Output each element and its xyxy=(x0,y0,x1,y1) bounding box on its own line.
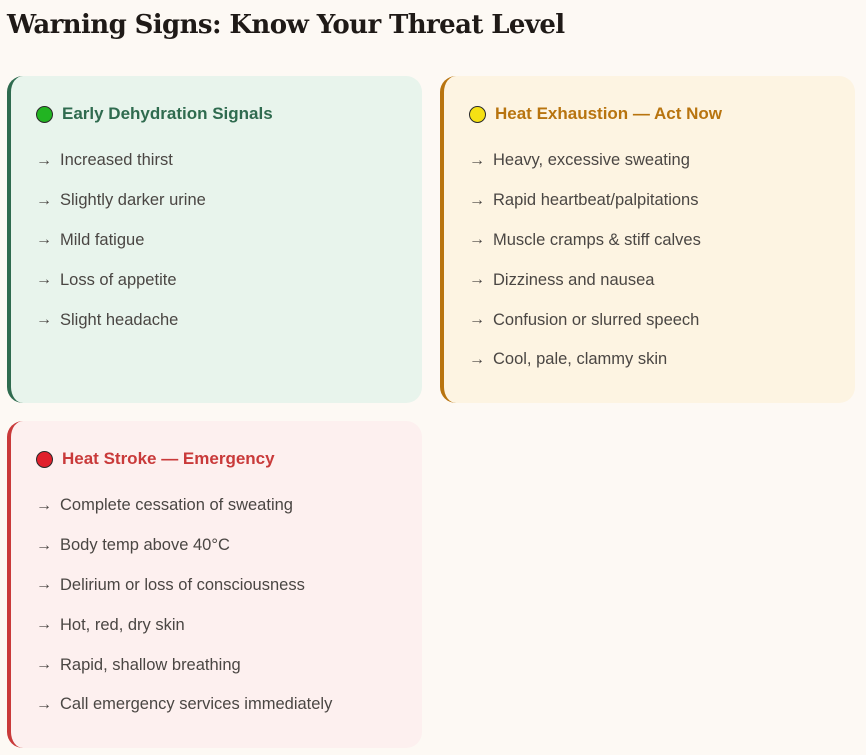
list-item xyxy=(469,340,855,380)
right-arrow-icon: → xyxy=(36,496,52,514)
right-arrow-icon: → xyxy=(36,191,52,209)
right-arrow-icon: → xyxy=(36,576,52,594)
card-title: Heat Exhaustion — Act Now xyxy=(495,104,723,123)
symptom-list xyxy=(469,141,855,380)
list-item xyxy=(36,526,422,566)
symptom-list xyxy=(36,141,422,340)
list-item xyxy=(469,300,855,340)
right-arrow-icon: → xyxy=(469,271,485,289)
list-item-text: Dizziness and nausea xyxy=(493,270,655,289)
right-arrow-icon: → xyxy=(469,231,485,249)
list-item xyxy=(36,486,422,526)
list-item-text: Delirium or loss of consciousness xyxy=(60,575,305,594)
red-circle-icon xyxy=(36,451,53,468)
list-item-text: Increased thirst xyxy=(60,151,173,170)
list-item-text: Body temp above 40°C xyxy=(60,536,230,555)
list-item xyxy=(469,221,855,261)
right-arrow-icon: → xyxy=(36,695,52,713)
list-item xyxy=(36,300,422,340)
right-arrow-icon: → xyxy=(36,536,52,554)
list-item xyxy=(469,260,855,300)
right-arrow-icon: → xyxy=(36,271,52,289)
list-item xyxy=(469,141,855,181)
list-item-text: Confusion or slurred speech xyxy=(493,310,700,329)
card-header xyxy=(36,103,422,125)
list-item xyxy=(36,685,422,725)
page-title: Warning Signs: Know Your Threat Level xyxy=(7,10,565,40)
list-item xyxy=(36,141,422,181)
green-circle-icon xyxy=(36,106,53,123)
list-item-text: Cool, pale, clammy skin xyxy=(493,350,668,369)
list-item-text: Call emergency services immediately xyxy=(60,695,333,714)
right-arrow-icon: → xyxy=(36,231,52,249)
list-item-text: Slight headache xyxy=(60,310,179,329)
list-item-text: Heavy, excessive sweating xyxy=(493,151,690,170)
card-header xyxy=(469,103,855,125)
right-arrow-icon: → xyxy=(36,311,52,329)
right-arrow-icon: → xyxy=(36,656,52,674)
card-title: Heat Stroke — Emergency xyxy=(62,449,275,468)
right-arrow-icon: → xyxy=(36,151,52,169)
list-item-text: Slightly darker urine xyxy=(60,191,206,210)
right-arrow-icon: → xyxy=(469,350,485,368)
list-item-text: Complete cessation of sweating xyxy=(60,496,293,515)
list-item-text: Rapid heartbeat/palpitations xyxy=(493,191,699,210)
right-arrow-icon: → xyxy=(469,151,485,169)
list-item xyxy=(36,181,422,221)
list-item xyxy=(469,181,855,221)
list-item-text: Rapid, shallow breathing xyxy=(60,655,241,674)
yellow-circle-icon xyxy=(469,106,486,123)
list-item xyxy=(36,566,422,606)
card-header xyxy=(36,448,422,470)
card-title: Early Dehydration Signals xyxy=(62,104,273,123)
heat-exhaustion-card xyxy=(440,76,855,403)
list-item-text: Muscle cramps & stiff calves xyxy=(493,230,701,249)
list-item xyxy=(36,260,422,300)
right-arrow-icon: → xyxy=(36,616,52,634)
heat-stroke-card xyxy=(7,421,422,748)
list-item-text: Loss of appetite xyxy=(60,270,177,289)
symptom-list xyxy=(36,486,422,725)
list-item-text: Mild fatigue xyxy=(60,230,145,249)
right-arrow-icon: → xyxy=(469,311,485,329)
list-item xyxy=(36,221,422,261)
early-dehydration-card xyxy=(7,76,422,403)
list-item-text: Hot, red, dry skin xyxy=(60,615,185,634)
right-arrow-icon: → xyxy=(469,191,485,209)
list-item xyxy=(36,645,422,685)
list-item xyxy=(36,605,422,645)
